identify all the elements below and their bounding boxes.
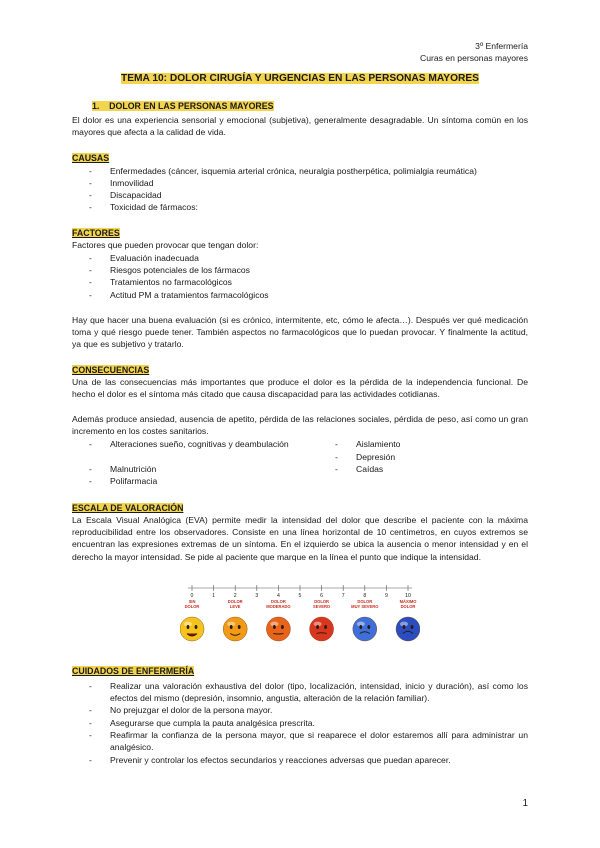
eva-scale-image [180,580,420,646]
escala-heading-text: ESCALA DE VALORACIÓN [72,503,184,513]
consecuencias-paragraph-1: Una de las consecuencias más importantes que produce el dolor es la pérdida de la independencia funcional. De hecho el dolor es el síntoma más citado que causa discapacidad para las actividades cotidianas. [72,377,528,400]
page-number: 1 [522,798,528,809]
consecuencias-heading [72,364,149,376]
eva-face-icon [310,617,334,641]
eva-number: 5 [298,593,302,599]
consecuencias-paragraph-2: Además produce ansiedad, ausencia de apetito, pérdida de las relaciones sociales, pérdida de peso, así como un gran incremento en los costes sanitarios. [72,414,528,437]
eva-face-icon [223,617,247,641]
cuidados-heading [72,665,194,677]
eva-number: 4 [276,593,280,599]
eva-number: 7 [341,593,345,599]
cuidados-heading-text: CUIDADOS DE ENFERMERÍA [72,666,195,676]
eva-number: 8 [363,593,367,599]
section-1-heading [92,100,274,112]
eva-number: 6 [320,593,324,599]
consecuencias-item: - Alteraciones sueño, cognitivas y deambulación [89,439,289,449]
eva-face-icon [353,617,377,641]
escala-heading [72,502,183,514]
causas-heading-text: CAUSAS [72,153,110,163]
header-course: 3º Enfermería [475,41,528,51]
page-title-text: TEMA 10: DOLOR CIRUGÍA Y URGENCIAS EN LAS PERSONAS MAYORES [121,73,479,84]
header-subject: Curas en personas mayores [420,53,528,63]
eva-number: 1 [212,593,216,599]
factores-heading [72,227,120,239]
eva-face-icon [180,617,204,641]
causas-heading [72,152,109,164]
eva-label: DOLOR SEVERO [313,599,331,609]
eva-number: 10 [405,593,411,599]
eva-label: DOLOR LEVE [227,599,243,609]
eva-number: 3 [255,593,259,599]
consecuencias-heading-text: CONSECUENCIAS [72,365,150,375]
eva-label: MÁXIMO DOLOR [399,599,417,609]
eva-label: DOLOR MUY SEVERO [351,599,379,609]
escala-paragraph: La Escala Visual Analógica (EVA) permite medir la intensidad del dolor que describe el paciente con la máxima reproducibilidad entre los observadores. Consiste en una línea horizontal de 10 centímetros, en cuyos extremos se encuentran las expresiones extremas de un síntoma. En el izquierdo se ubica la ausencia o menor intensidad y en el derecho la mayor intensidad. Se pide al paciente que marque en la línea el punto que indique la intensidad. [72,515,528,562]
eva-face-icon [266,617,290,641]
eva-label: SIN DOLOR [184,599,200,609]
section-1-heading-text [92,101,274,111]
factores-heading-text: FACTORES [72,228,120,238]
section-1-title: DOLOR EN LAS PERSONAS MAYORES [109,101,274,111]
eva-label: DOLOR MODERADO [266,599,291,609]
factores-intro: Factores que pueden provocar que tengan dolor: [72,240,259,250]
factores-paragraph: Hay que hacer una buena evaluación (si es crónico, intermitente, etc, cómo le afecta…). Después ver qué medicación toma y qué riesgo puede tener. También aspectos no farmacológicos que lo puedan provocar. Y finalmente la actitud, ya que es subjetivo y tratarlo. [72,315,528,350]
page-title [0,73,600,85]
eva-number: 2 [233,593,237,599]
section-1-intro: El dolor es una experiencia sensorial y emocional (subjetiva), generalmente desagradable. Un síntoma común en los mayores que afecta a la calidad de vida. [72,115,528,138]
eva-number: 9 [384,593,388,599]
eva-number: 0 [190,593,194,599]
eva-face-icon [396,617,420,641]
section-1-number: 1. [92,101,100,111]
